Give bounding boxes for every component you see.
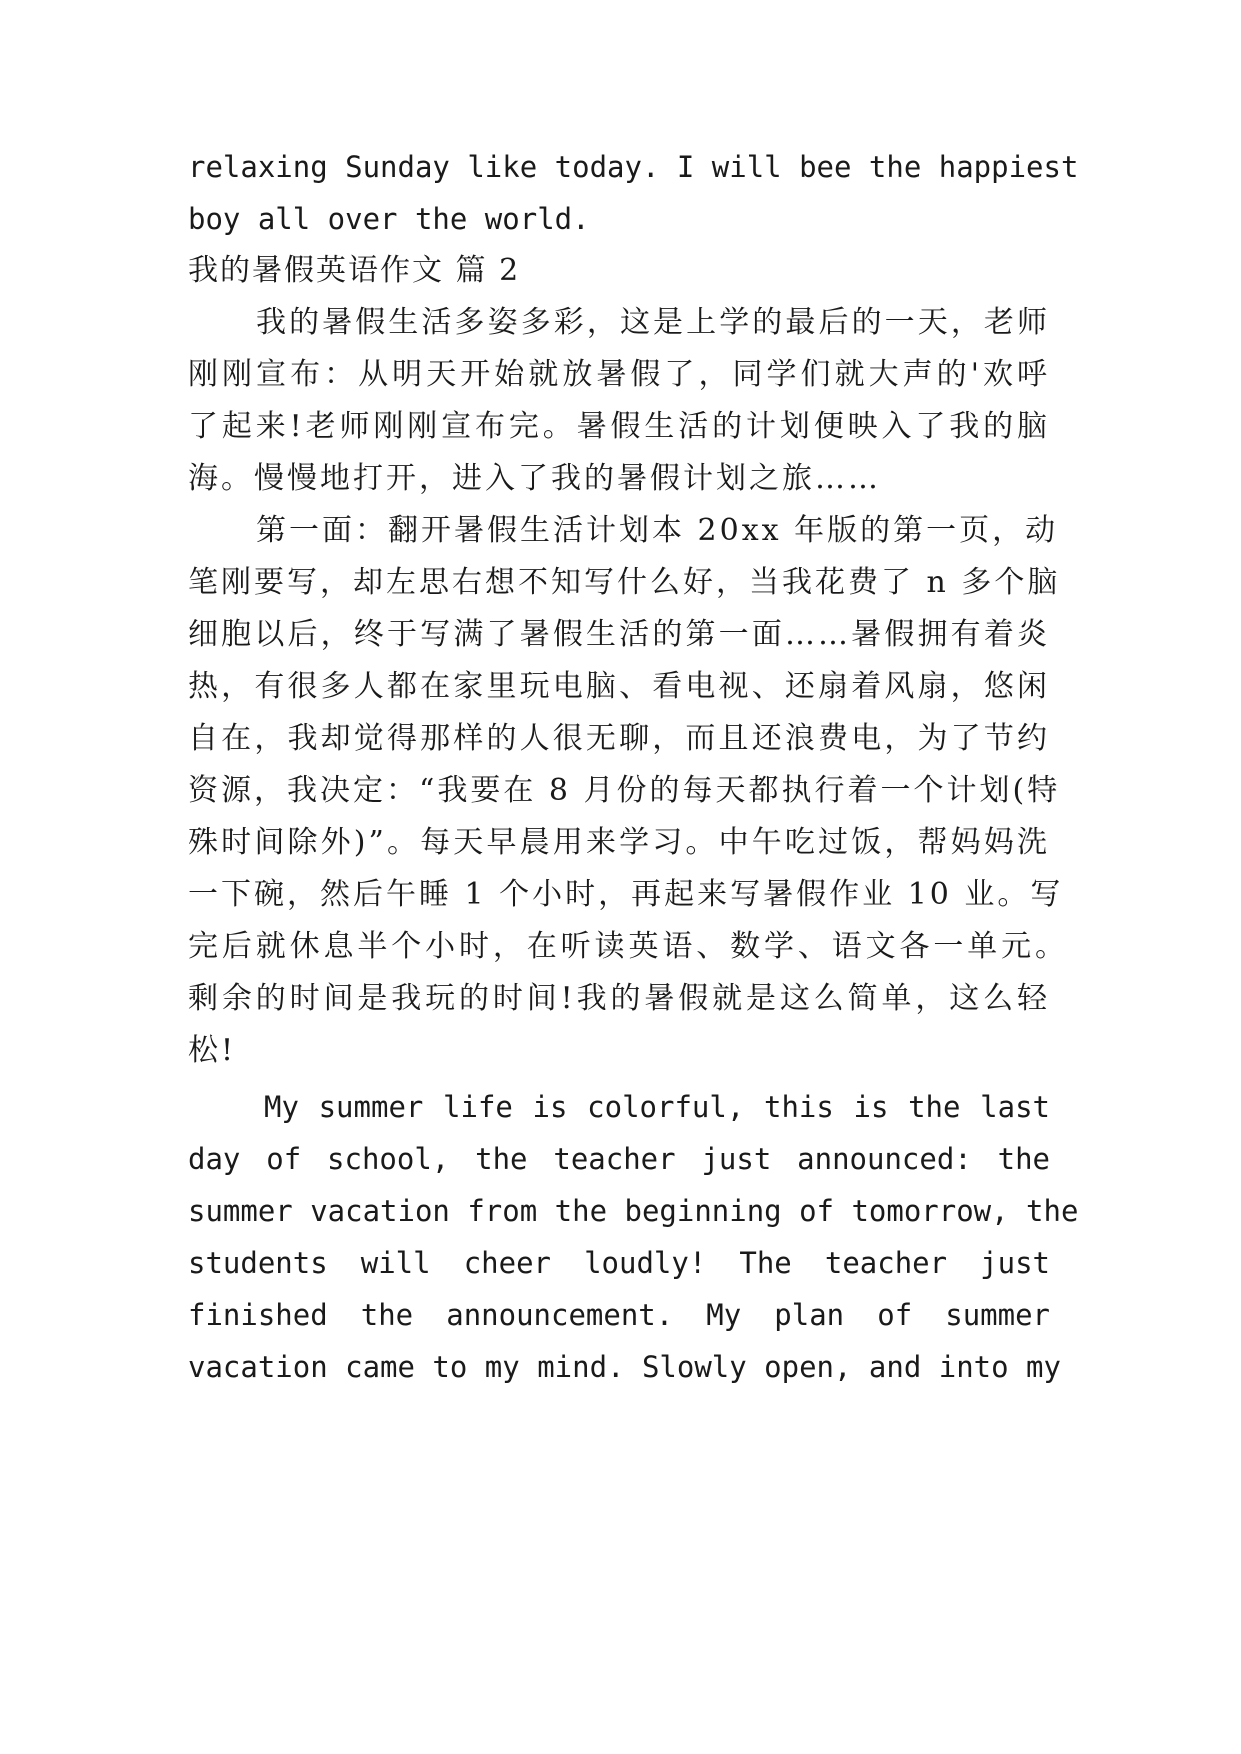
paragraph-line: My summer life is colorful, this is the last	[264, 1090, 1050, 1124]
paragraph-line: 笔刚要写，却左思右想不知写什么好，当我花费了 n 多个脑	[188, 565, 1061, 600]
paragraph-line: 海。慢慢地打开，进入了我的暑假计划之旅……	[188, 461, 881, 496]
essay-title: 我的暑假英语作文 篇 2	[188, 253, 521, 288]
paragraph-line: vacation came to my mind. Slowly open, and into my	[188, 1350, 1061, 1384]
paragraph-line: 松!	[188, 1033, 237, 1068]
continued-text-line: boy all over the world.	[188, 202, 590, 236]
continued-text-line: relaxing Sunday like today. I will bee the happiest	[188, 150, 1079, 184]
paragraph-line: 资源，我决定：“我要在 8 月份的每天都执行着一个计划(特	[188, 773, 1061, 808]
paragraph-line: summer vacation from the beginning of tomorrow, the	[188, 1194, 1079, 1228]
paragraph-line: 殊时间除外)”。每天早晨用来学习。中午吃过饭，帮妈妈洗	[188, 825, 1050, 860]
paragraph-line: 剩余的时间是我玩的时间!我的暑假就是这么简单，这么轻	[188, 981, 1050, 1016]
paragraph-line: finished the announcement. My plan of summer	[188, 1298, 1050, 1332]
paragraph-line: 细胞以后，终于写满了暑假生活的第一面……暑假拥有着炎	[188, 617, 1050, 652]
paragraph-line: 自在，我却觉得那样的人很无聊，而且还浪费电，为了节约	[188, 721, 1050, 756]
paragraph-line: 我的暑假生活多姿多彩，这是上学的最后的一天，老师	[256, 305, 1050, 340]
paragraph-line: 了起来!老师刚刚宣布完。暑假生活的计划便映入了我的脑	[188, 409, 1050, 444]
paragraph-line: 一下碗，然后午睡 1 个小时，再起来写暑假作业 10 业。写	[188, 877, 1064, 912]
paragraph-line: 热，有很多人都在家里玩电脑、看电视、还扇着风扇，悠闲	[188, 669, 1050, 704]
paragraph-line: 第一面：翻开暑假生活计划本 20xx 年版的第一页，动	[256, 513, 1059, 548]
paragraph-line: 完后就休息半个小时，在听读英语、数学、语文各一单元。	[188, 929, 1068, 964]
paragraph-line: day of school, the teacher just announced: the	[188, 1142, 1050, 1176]
paragraph-line: students will cheer loudly! The teacher just	[188, 1246, 1050, 1280]
paragraph-line: 刚刚宣布：从明天开始就放暑假了，同学们就大声的'欢呼	[188, 357, 1050, 392]
